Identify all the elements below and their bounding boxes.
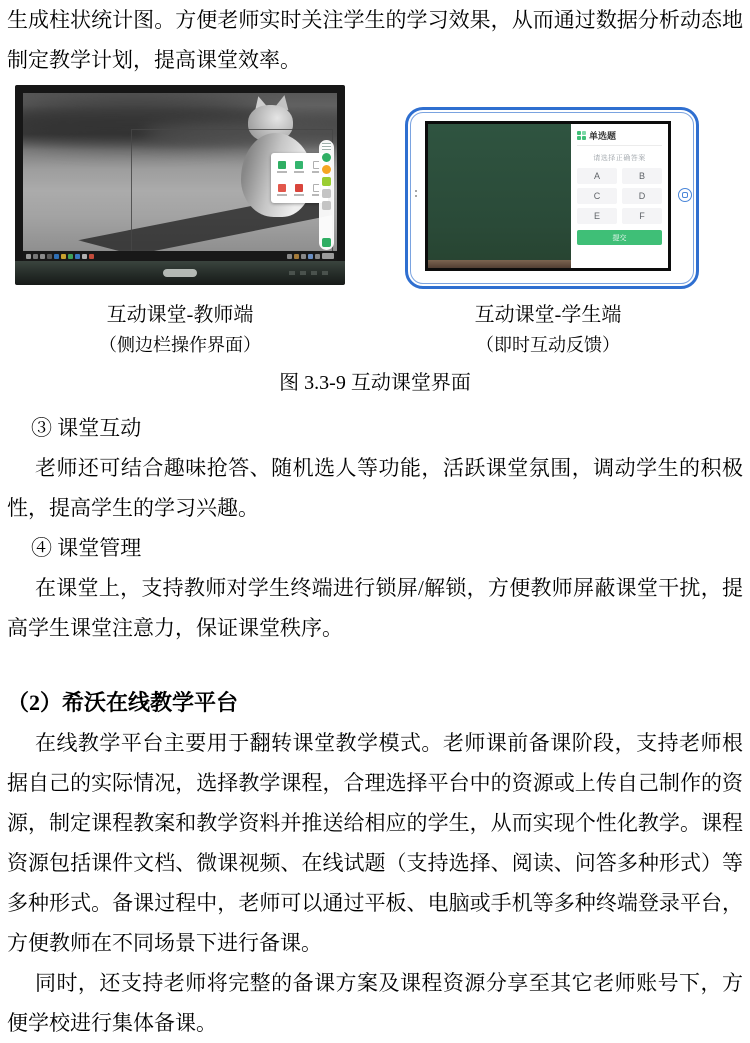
heading-part2: （2）希沃在线教学平台 bbox=[7, 690, 239, 715]
taskbar-icon-6[interactable] bbox=[75, 254, 80, 259]
tray-icon-5[interactable] bbox=[315, 254, 320, 259]
sidebar-toolbar bbox=[319, 140, 334, 250]
board-screen bbox=[23, 93, 337, 251]
quiz-prompt: 请选择正确答案 bbox=[593, 155, 646, 162]
student-caption-title: 互动课堂-学生端 bbox=[474, 304, 622, 326]
popup-tool-5[interactable] bbox=[292, 180, 308, 201]
bezel-buttons bbox=[289, 271, 333, 275]
option-b-button[interactable]: B bbox=[622, 168, 662, 184]
sidebar-green-icon[interactable] bbox=[322, 153, 331, 162]
windows-taskbar bbox=[23, 251, 337, 261]
paragraph-part2-1: 在线教学平台主要用于翻转课堂教学模式。老师课前备课阶段，支持老师根据自己的实际情况，选择教学课程，合理选择平台中的资源或上传自己制作的资源，制定课程教案和教学资料并推送给相应的学生，从而实现个性化教学。课程资源包括课件文档、微课视频、在线试题（支持选择、阅读、问答多种形式）等多种形式。备课过程中，老师可以通过平板、电脑或手机等多种终端登录平台，方便教师在不同场景下进行备课。 bbox=[7, 731, 743, 955]
tool-icon-green-1 bbox=[278, 161, 286, 169]
chalkboard-view bbox=[428, 124, 571, 268]
option-f-button[interactable]: F bbox=[622, 208, 662, 224]
teacher-board-image bbox=[15, 85, 345, 285]
popup-tool-4[interactable] bbox=[274, 180, 290, 201]
quiz-type-icon bbox=[577, 131, 586, 140]
chalk-tray bbox=[428, 260, 571, 268]
paragraph-part2-2: 同时，还支持老师将完整的备课方案及课程资源分享至其它老师账号下，方便学校进行集体备课。 bbox=[7, 971, 743, 1035]
tablet-camera-dots bbox=[415, 190, 417, 197]
taskbar-icon-active[interactable] bbox=[54, 254, 59, 259]
sidebar-gray-icon-2[interactable] bbox=[322, 201, 331, 210]
figure-caption: 图 3.3-9 互动课堂界面 bbox=[279, 372, 471, 394]
tool-icon-green-2 bbox=[295, 161, 303, 169]
teacher-caption-sub: （侧边栏操作界面） bbox=[99, 335, 261, 355]
option-d-button[interactable]: D bbox=[622, 188, 662, 204]
sidebar-gray-icon-1[interactable] bbox=[322, 189, 331, 198]
taskbar-icon-4[interactable] bbox=[61, 254, 66, 259]
tablet-home-button[interactable] bbox=[678, 188, 692, 202]
taskbar-icon-2[interactable] bbox=[40, 254, 45, 259]
paragraph-item3: 老师还可结合趣味抢答、随机选人等功能，活跃课堂氛围，调动学生的积极性，提高学生的学习兴趣。 bbox=[7, 456, 743, 520]
tablet-screen bbox=[425, 121, 671, 271]
popup-tool-1[interactable] bbox=[274, 157, 290, 178]
quiz-panel bbox=[571, 124, 668, 268]
tray-icon-1[interactable] bbox=[287, 254, 292, 259]
sidebar-text-icon[interactable] bbox=[322, 143, 331, 150]
option-e-button[interactable]: E bbox=[577, 208, 617, 224]
teacher-caption-block bbox=[15, 300, 345, 360]
board-brand-logo bbox=[163, 269, 197, 277]
quiz-title: 单选题 bbox=[589, 131, 617, 141]
tool-icon-red bbox=[295, 184, 303, 192]
tray-icon-4[interactable] bbox=[308, 254, 313, 259]
figure-interactive-classroom bbox=[7, 85, 743, 285]
sidebar-lime-icon[interactable] bbox=[322, 177, 331, 186]
option-c-button[interactable]: C bbox=[577, 188, 617, 204]
sidebar-bottom-green-icon[interactable] bbox=[322, 238, 331, 247]
paragraph-item4: 在课堂上，支持教师对学生终端进行锁屏/解锁，方便教师屏蔽课堂干扰，提高学生课堂注意力，保证课堂秩序。 bbox=[7, 576, 743, 640]
popup-tool-2[interactable] bbox=[292, 157, 308, 178]
taskbar-icon-7[interactable] bbox=[82, 254, 87, 259]
tray-icon-3[interactable] bbox=[301, 254, 306, 259]
taskbar-clock bbox=[322, 253, 334, 259]
quiz-options bbox=[577, 168, 662, 224]
quiz-header bbox=[577, 129, 662, 146]
intro-paragraph: 生成柱状统计图。方便老师实时关注学生的学习效果，从而通过数据分析动态地制定教学计划，提高课堂效率。 bbox=[7, 8, 743, 72]
student-caption-block bbox=[401, 300, 695, 360]
student-tablet-image bbox=[405, 107, 699, 289]
taskbar-icon-1[interactable] bbox=[33, 254, 38, 259]
figure-captions bbox=[7, 300, 743, 360]
start-icon[interactable] bbox=[26, 254, 31, 259]
teacher-caption-title: 互动课堂-教师端 bbox=[106, 304, 254, 326]
sidebar-orange-icon[interactable] bbox=[322, 165, 331, 174]
taskbar-icon-8[interactable] bbox=[89, 254, 94, 259]
taskbar-icon-3[interactable] bbox=[47, 254, 52, 259]
heading-item3: ③ 课堂互动 bbox=[31, 416, 142, 440]
tray-icon-2[interactable] bbox=[294, 254, 299, 259]
board-bezel bbox=[15, 261, 345, 285]
taskbar-icon-5[interactable] bbox=[68, 254, 73, 259]
heading-item4: ④ 课堂管理 bbox=[31, 536, 142, 560]
student-caption-sub: （即时互动反馈） bbox=[476, 335, 620, 355]
submit-button[interactable]: 提交 bbox=[577, 230, 662, 245]
option-a-button[interactable]: A bbox=[577, 168, 617, 184]
tool-icon-orange bbox=[278, 184, 286, 192]
